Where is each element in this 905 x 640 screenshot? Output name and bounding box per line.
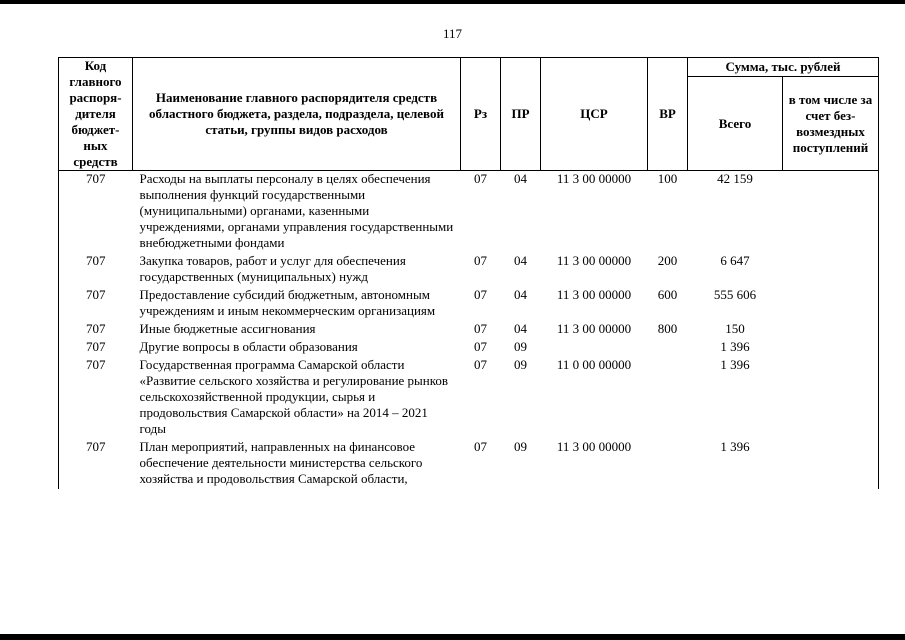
cell-free — [783, 339, 879, 357]
cell-free — [783, 253, 879, 287]
cell-vr — [648, 357, 688, 439]
cell-code: 707 — [59, 321, 133, 339]
cell-total: 555 606 — [713, 287, 757, 302]
cell-free — [783, 357, 879, 439]
cell-csr: 11 3 00 00000 — [556, 439, 632, 454]
table-row — [59, 287, 879, 321]
cell-name: Иные бюджетные ассигнования — [139, 321, 316, 336]
cell-free — [783, 171, 879, 254]
cell-csr: 11 3 00 00000 — [556, 171, 632, 186]
cell-csr: 11 0 00 00000 — [556, 357, 632, 372]
cell-pr: 09 — [514, 439, 527, 454]
cell-code: 707 — [59, 339, 133, 357]
header-name: Наименование главного распорядителя средств областного бюджета, раздела, подраздела, целевой статьи, группы видов расходов — [133, 58, 461, 171]
cell-csr: 11 3 00 00000 — [556, 287, 632, 302]
cell-name: Государственная программа Самарской области «Развитие сельского хозяйства и регулирование рынков сельскохозяйственной продукции, сырья и продовольствия Самарской области» на 2014 – 2021 годы — [139, 357, 449, 436]
cell-total: 6 647 — [720, 253, 750, 268]
cell-total: 150 — [725, 321, 745, 336]
cell-rz: 07 — [474, 339, 487, 354]
header-free: в том числе за счет без-возмездных поступлений — [783, 77, 879, 171]
table-row — [59, 253, 879, 287]
cell-rz: 07 — [474, 287, 487, 302]
header-total: Всего — [688, 77, 783, 171]
cell-vr: 600 — [657, 287, 678, 302]
table-row — [59, 439, 879, 489]
cell-free — [783, 321, 879, 339]
cell-code: 707 — [59, 439, 133, 489]
cell-name: Расходы на выплаты персоналу в целях обеспечения выполнения функций государственными (муниципальными) органами, казенными учреждениями, органами управления государственными внебюджетными фондами — [139, 171, 454, 250]
header-code: Код главного распоря-дителя бюджет-ных средств — [59, 58, 133, 171]
table-row — [59, 357, 879, 439]
cell-csr: 11 3 00 00000 — [556, 321, 632, 336]
header-sum: Сумма, тыс. рублей — [688, 58, 879, 77]
cell-code: 707 — [59, 287, 133, 321]
cell-total: 1 396 — [720, 357, 750, 372]
cell-csr: 11 3 00 00000 — [556, 253, 632, 268]
cell-free — [783, 287, 879, 321]
cell-pr: 04 — [514, 253, 527, 268]
table-row — [59, 339, 879, 357]
cell-rz: 07 — [474, 253, 487, 268]
cell-pr: 04 — [514, 321, 527, 336]
cell-rz: 07 — [474, 171, 487, 186]
header-csr: ЦСР — [541, 58, 648, 171]
cell-rz: 07 — [474, 357, 487, 372]
table-row — [59, 321, 879, 339]
cell-pr: 09 — [514, 357, 527, 372]
budget-table — [58, 57, 879, 489]
top-rule — [0, 0, 905, 4]
cell-name: Другие вопросы в области образования — [139, 339, 358, 354]
cell-code: 707 — [59, 171, 133, 254]
cell-vr: 800 — [657, 321, 678, 336]
cell-vr — [648, 339, 688, 357]
cell-code: 707 — [59, 253, 133, 287]
table-body — [59, 171, 879, 490]
header-rz: Рз — [461, 58, 501, 171]
cell-vr — [648, 439, 688, 489]
cell-total: 42 159 — [717, 171, 753, 186]
cell-pr: 09 — [514, 339, 527, 354]
table-row — [59, 171, 879, 254]
cell-rz: 07 — [474, 321, 487, 336]
cell-rz: 07 — [474, 439, 487, 454]
cell-name: План мероприятий, направленных на финансовое обеспечение деятельности министерства сельского хозяйства и продовольствия Самарской области, — [139, 439, 423, 486]
cell-vr: 200 — [657, 253, 678, 268]
cell-name: Закупка товаров, работ и услуг для обеспечения государственных (муниципальных) нужд — [139, 253, 406, 284]
table-header — [59, 58, 879, 171]
header-vr: ВР — [648, 58, 688, 171]
cell-free — [783, 439, 879, 489]
bottom-rule — [0, 634, 905, 640]
cell-total: 1 396 — [720, 339, 750, 354]
page-number: 117 — [442, 26, 463, 41]
cell-csr — [541, 339, 648, 357]
cell-pr: 04 — [514, 287, 527, 302]
cell-code: 707 — [59, 357, 133, 439]
cell-vr: 100 — [657, 171, 678, 186]
cell-name: Предоставление субсидий бюджетным, автономным учреждениям и иным некоммерческим организациям — [139, 287, 436, 318]
cell-pr: 04 — [514, 171, 527, 186]
cell-total: 1 396 — [720, 439, 750, 454]
header-pr: ПР — [501, 58, 541, 171]
